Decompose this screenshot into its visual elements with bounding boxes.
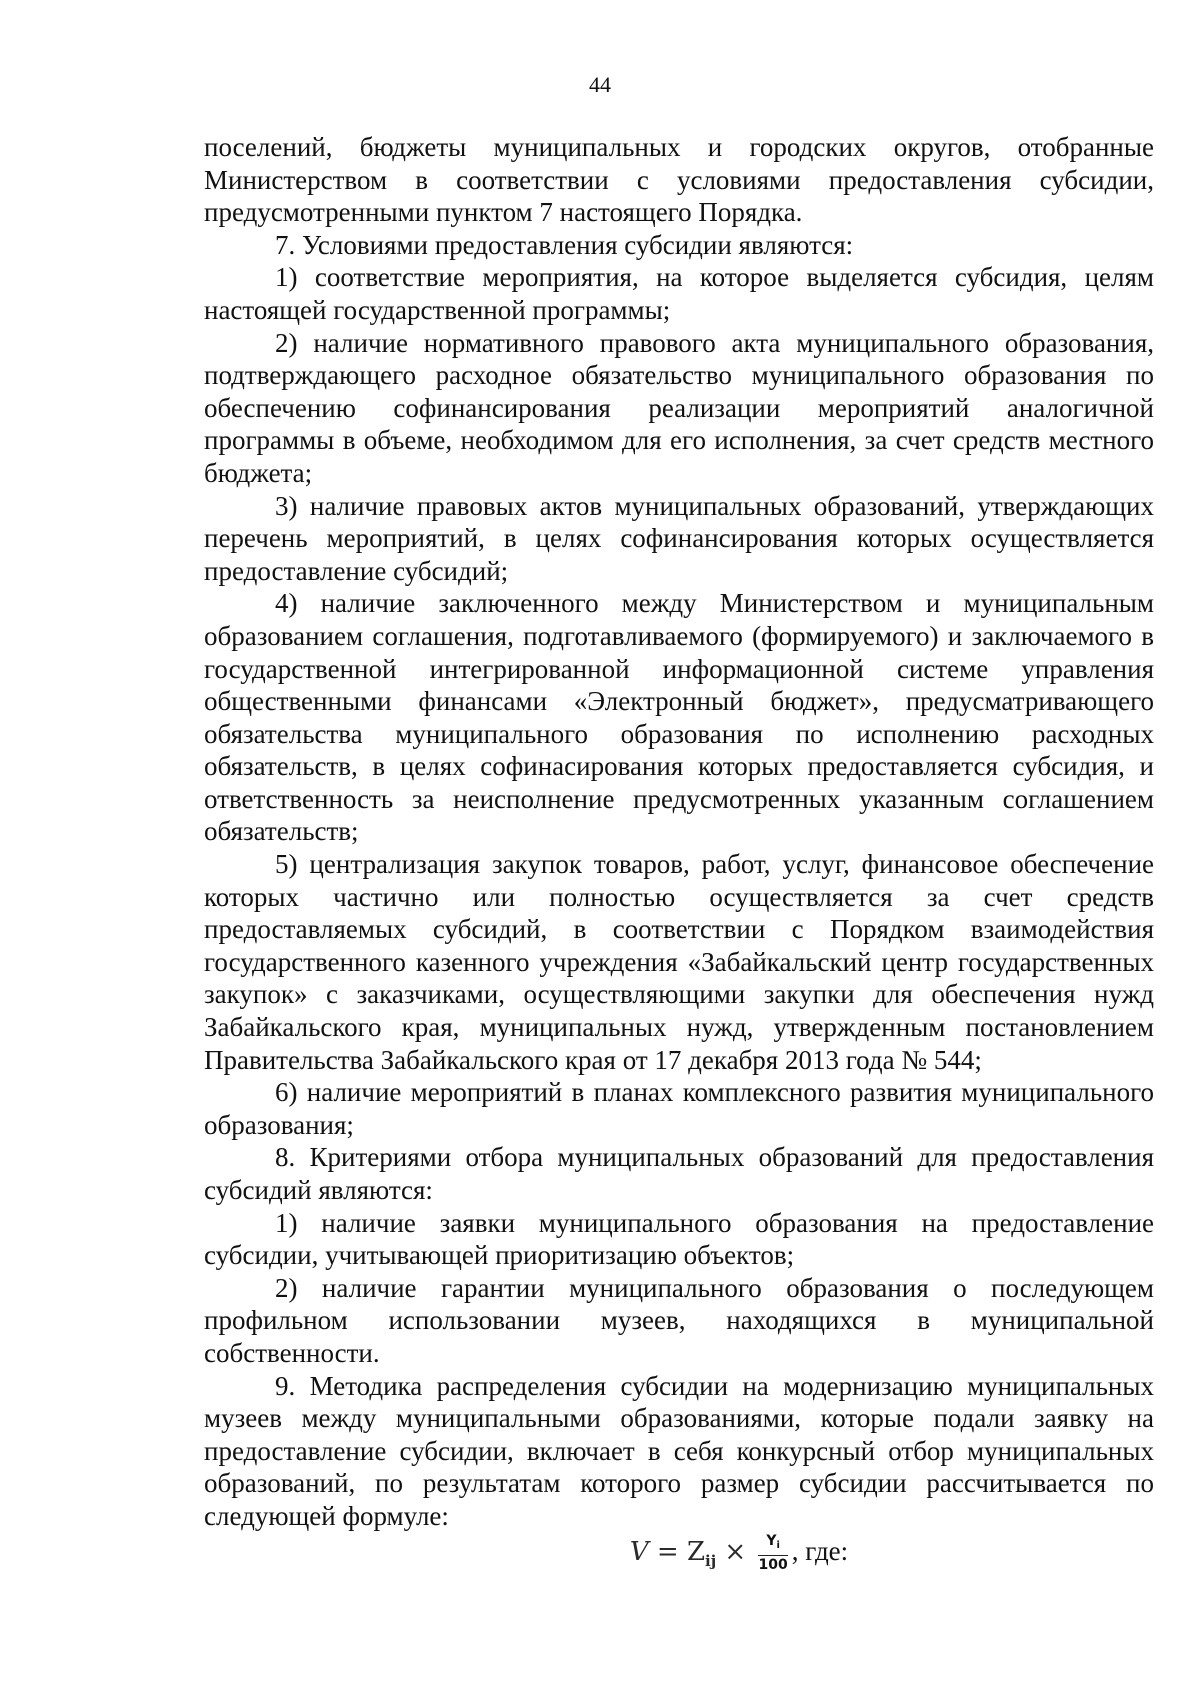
paragraph-condition-5: 5) централизация закупок товаров, работ, услуг, финансовое обеспечение которых частично или полностью осуществляется за счет средств предоставляемых субсидий, в соответствии с Порядком взаимодействия государственного казенного учреждения «Забайкальский центр государственных закупок» с заказчиками, осуществляющими закупки для обеспечения нужд Забайкальского края, муниципальных нужд, утвержденным постановлением Правительства Забайкальского края от 17 декабря 2013 года № 544; — [204, 849, 1154, 1075]
formula-denominator: 100 — [758, 1557, 788, 1574]
formula-z: $Z_{ij}$ — [686, 1536, 717, 1570]
paragraph-clause-8: 8. Критериями отбора муниципальных образований для предоставления субсидий являются: — [204, 1142, 1154, 1205]
subsidy-formula — [204, 1533, 1154, 1579]
formula-fraction — [758, 1533, 787, 1573]
paragraph-condition-2: 2) наличие нормативного правового акта муниципального образования, подтверждающего расходное обязательство муниципального образования по обеспечению софинансирования реализации мероприятий аналогичной программы в объеме, необходимом для его исполнения, за счет средств местного бюджета; — [204, 327, 1154, 488]
paragraph-criterion-1: 1) наличие заявки муниципального образования на предоставление субсидии, учитывающей приоритизацию объектов; — [204, 1207, 1154, 1271]
paragraph-condition-4: 4) наличие заключенного между Министерством и муниципальным образованием соглашения, подготавливаемого (формируемого) и заключаемого в государственной интегрированной информационной системе управления общественными финансами «Электронный бюджет», предусматривающего обязательства муниципального образования по исполнению расходных обязательств, в целях софинасирования которых предоставляется субсидия, и ответственность за неисполнение предусмотренных указанным соглашением обязательств; — [204, 588, 1154, 847]
document-body — [204, 131, 1154, 1579]
formula-times: × — [716, 1536, 755, 1567]
formula-equals: = — [648, 1536, 687, 1567]
page-number: 44 — [589, 72, 611, 97]
formula-numerator: $Y_i$ — [758, 1533, 787, 1556]
paragraph-condition-3: 3) наличие правовых актов муниципальных образований, утверждающих перечень мероприятий, в целях софинансирования которых осуществляется предоставление субсидий; — [204, 490, 1154, 586]
paragraph-clause-7: 7. Условиями предоставления субсидии являются: — [275, 229, 854, 260]
paragraph-condition-6: 6) наличие мероприятий в планах комплексного развития муниципального образования; — [204, 1077, 1154, 1140]
paragraph-continuation: поселений, бюджеты муниципальных и городских округов, отобранные Министерством в соответствии с условиями предоставления субсидии, предусмотренными пунктом 7 настоящего Порядка. — [204, 132, 1154, 228]
paragraph-clause-9: 9. Методика распределения субсидии на модернизацию муниципальных музеев между муниципальными образованиями, которые подали заявку на предоставление субсидии, включает в себя конкурсный отбор муниципальных образований, по результатам которого размер субсидии рассчитывается по следующей формуле: — [204, 1370, 1154, 1531]
paragraph-condition-1: 1) соответствие мероприятия, на которое выделяется субсидия, целям настоящей государственной программы; — [204, 262, 1154, 325]
formula-suffix: , где: — [791, 1535, 849, 1566]
formula-lhs: V — [629, 1536, 649, 1567]
paragraph-criterion-2: 2) наличие гарантии муниципального образования о последующем профильном использовании музеев, находящихся в муниципальной собственности. — [204, 1272, 1154, 1368]
